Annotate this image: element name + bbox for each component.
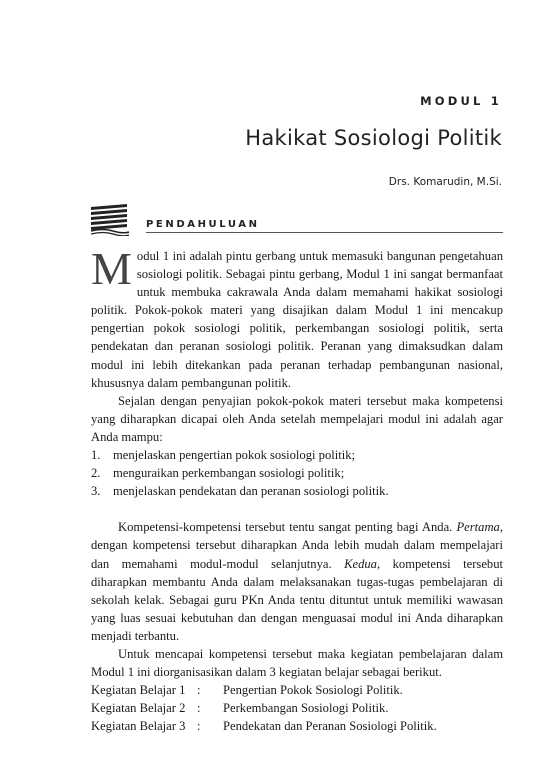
- activity-list: [91, 681, 503, 735]
- list-item: [91, 482, 503, 500]
- section-heading-text: PENDAHULUAN: [146, 219, 260, 230]
- list-item: [91, 464, 503, 482]
- book-pages-icon: [91, 204, 131, 236]
- activity-name: Kegiatan Belajar 3: [91, 719, 186, 734]
- emphasis-second: Kedua: [344, 556, 377, 571]
- list-number: 1.: [91, 448, 101, 463]
- module-label: MODUL 1: [420, 94, 502, 108]
- text-run: , dengan kompetensi tersebut diharapkan Anda lebih mudah dalam mempelajari dan memahami modul-modul selanjutnya.: [91, 520, 503, 571]
- list-text: menguraikan perkembangan sosiologi politik;: [113, 466, 345, 481]
- list-text: menjelaskan pengertian pokok sosiologi politik;: [113, 448, 356, 463]
- emphasis-first: Pertama: [456, 520, 500, 535]
- list-text: menjelaskan pendekatan dan peranan sosiologi politik.: [113, 484, 389, 499]
- list-item: [91, 446, 503, 464]
- activity-name: Kegiatan Belajar 2: [91, 701, 186, 716]
- activity-title: Perkembangan Sosiologi Politik.: [223, 701, 389, 716]
- paragraph-competency: Sejalan dengan penyajian pokok-pokok materi tersebut maka kompetensi yang diharapkan dicapai oleh Anda setelah mempelajari modul ini adalah agar Anda mampu:: [91, 393, 503, 444]
- activity-row: [91, 699, 503, 717]
- document-body: [91, 243, 503, 735]
- intro-text: odul 1 ini adalah pintu gerbang untuk memasuki bangunan pengetahuan sosiologi politik. Sebagai pintu gerbang, Modul 1 ini sangat bermanfaat untuk membuka cakrawala Anda dalam memahami hakikat sosiologi politik. Pokok-pokok materi yang disajikan dalam Modul 1 ini mencakup pengertian pokok sosiologi politik, perkembangan sosiologi politik, serta pendekatan dan peranan sosiologi politik. Peranan yang dimaksudkan dalam modul ini lebih ditekankan pada peranan terhadap pembangunan nasional, khususnya dalam pembangunan politik.: [91, 249, 503, 390]
- text-run: , kompetensi tersebut diharapkan membantu Anda dalam melaksanakan tugas-tugas pembelajaran di sekolah kelak. Sebagai guru PKn Anda tentu dituntut untuk memiliki wawasan yang luas sesuai kebutuhan dan dengan menguasai modul ini Anda diharapkan menjadi terbantu.: [91, 556, 503, 643]
- section-heading: [146, 214, 503, 233]
- paragraph-activities: Untuk mencapai kompetensi tersebut maka kegiatan pembelajaran dalam Modul 1 ini diorganisasikan dalam 3 kegiatan belajar sebagai berikut.: [91, 646, 503, 680]
- objective-list: [91, 446, 503, 500]
- activity-separator: :: [197, 701, 201, 716]
- drop-cap: M: [91, 243, 132, 294]
- intro-paragraph: [91, 243, 503, 392]
- activity-row: [91, 681, 503, 699]
- list-number: 3.: [91, 484, 101, 499]
- activity-row: [91, 717, 503, 735]
- activity-separator: :: [197, 719, 201, 734]
- page-title: Hakikat Sosiologi Politik: [245, 126, 502, 150]
- paragraph-importance: [91, 518, 503, 645]
- activity-separator: :: [197, 683, 201, 698]
- activity-title: Pengertian Pokok Sosiologi Politik.: [223, 683, 403, 698]
- author: Drs. Komarudin, M.Si.: [388, 176, 502, 188]
- list-number: 2.: [91, 466, 101, 481]
- activity-name: Kegiatan Belajar 1: [91, 683, 186, 698]
- activity-title: Pendekatan dan Peranan Sosiologi Politik.: [223, 719, 437, 734]
- text-run: Kompetensi-kompetensi tersebut tentu sangat penting bagi Anda.: [118, 520, 457, 535]
